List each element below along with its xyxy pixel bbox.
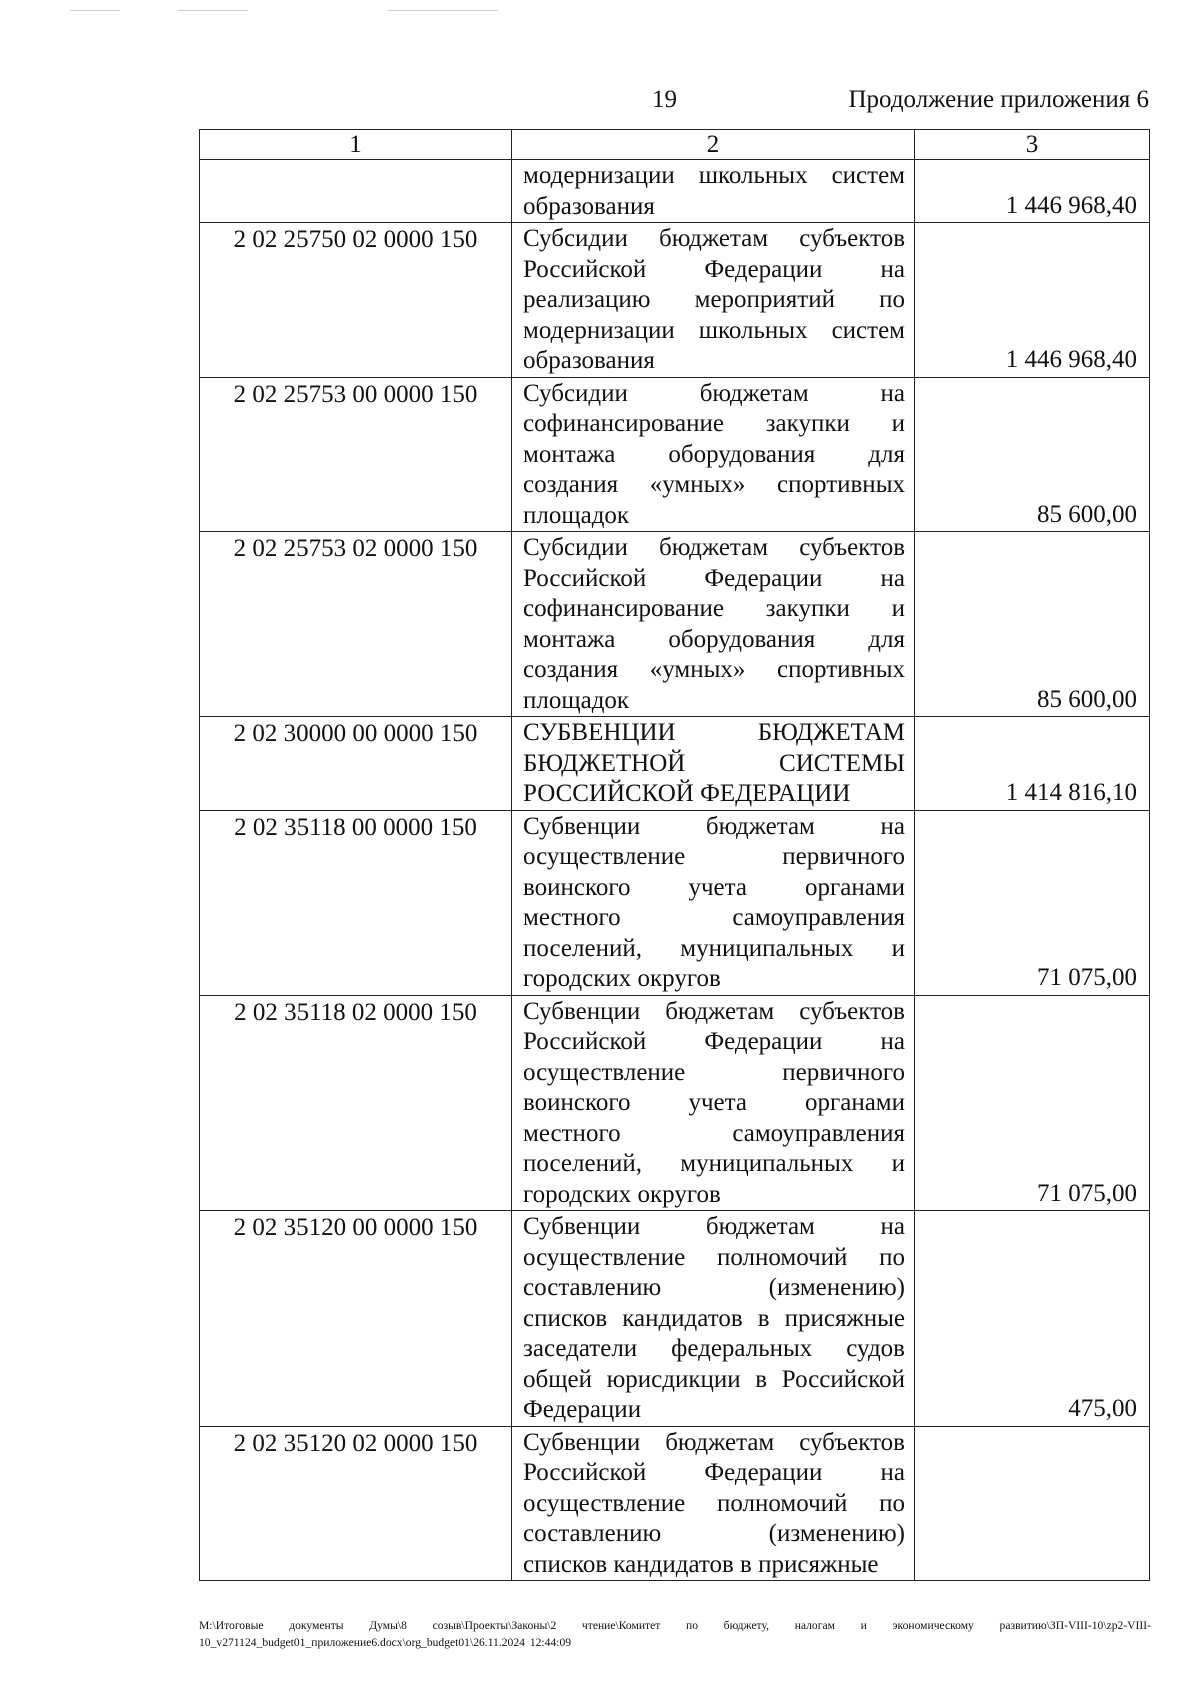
description-cell <box>512 1426 915 1581</box>
scan-artifact <box>178 10 248 11</box>
description-line: осуществление полномочий по <box>523 1489 905 1517</box>
description-line: создания «умных» спортивных <box>523 471 905 498</box>
description-line: Российской Федерации на <box>523 255 905 283</box>
description-line: образования <box>523 192 655 220</box>
amount-cell: 85 600,00 <box>915 532 1150 717</box>
table-row <box>200 223 1150 378</box>
description-line: Российской Федерации на <box>523 1028 905 1055</box>
description-line: поселений, муниципальных и <box>523 1150 905 1177</box>
page-number: 19 <box>652 86 677 113</box>
budget-code-cell: 2 02 35118 02 0000 150 <box>200 995 512 1211</box>
amount-cell: 85 600,00 <box>915 377 1150 532</box>
header-cell-description: 2 <box>512 130 915 160</box>
description-cell <box>512 717 915 811</box>
amount-cell: 71 075,00 <box>915 810 1150 995</box>
description-line: монтажа оборудования для <box>523 625 905 653</box>
description-cell <box>512 1211 915 1427</box>
table-row <box>200 160 1150 223</box>
description-line: Российской Федерации на <box>523 564 905 592</box>
description-line: осуществление полномочий по <box>523 1243 905 1271</box>
description-cell <box>512 532 915 717</box>
amount-cell: 1 446 968,40 <box>915 160 1150 223</box>
description-line: заседатели федеральных судов <box>523 1335 905 1362</box>
budget-code-cell: 2 02 35118 00 0000 150 <box>200 810 512 995</box>
amount-cell: 475,00 <box>915 1211 1150 1427</box>
budget-code-cell: 2 02 25753 00 0000 150 <box>200 377 512 532</box>
description-line: модернизации школьных систем <box>523 162 905 189</box>
table-row <box>200 995 1150 1211</box>
description-line: СУБВЕНЦИИ БЮДЖЕТАМ <box>523 719 905 746</box>
document-file-path-footer: M:\Итоговые документы Думы\8 созыв\Проекты\Законы\2 чтение\Комитет по бюджету, налогам и экономическому развитию\ЗП-VIII-10\zp2-VIII-10_v271124_budget01_приложение6.docx\org_budget01\26.11.2024 12:44:09 <box>199 1619 1151 1649</box>
description-line: площадок <box>523 686 630 714</box>
description-line: осуществление первичного <box>523 843 905 870</box>
description-line: создания «умных» спортивных <box>523 656 905 683</box>
description-cell <box>512 377 915 532</box>
description-line: списков кандидатов в присяжные <box>523 1304 905 1332</box>
table-row <box>200 532 1150 717</box>
description-line: Субвенции бюджетам на <box>523 1213 905 1240</box>
description-line: поселений, муниципальных и <box>523 934 905 962</box>
scan-artifact <box>388 10 498 11</box>
description-line: городских округов <box>523 965 721 992</box>
budget-code-cell: 2 02 35120 00 0000 150 <box>200 1211 512 1427</box>
amount-cell: 71 075,00 <box>915 995 1150 1211</box>
description-line: Федерации <box>523 1396 642 1423</box>
amount-cell: 1 414 816,10 <box>915 717 1150 811</box>
table-header-row <box>200 130 1150 160</box>
description-line: РОССИЙСКОЙ ФЕДЕРАЦИИ <box>523 780 851 807</box>
description-line: местного самоуправления <box>523 904 905 931</box>
description-line: реализацию мероприятий по <box>523 286 905 313</box>
description-line: софинансирование закупки и <box>523 595 905 622</box>
description-line: Субвенции бюджетам на <box>523 812 905 840</box>
description-line: Субсидии бюджетам субъектов <box>523 225 905 252</box>
description-line: местного самоуправления <box>523 1119 905 1147</box>
description-line: Субсидии бюджетам на <box>523 379 905 407</box>
table-row <box>200 810 1150 995</box>
description-line: воинского учета органами <box>523 873 905 901</box>
description-line: составлению (изменению) <box>523 1274 905 1301</box>
amount-cell: 1 446 968,40 <box>915 223 1150 378</box>
budget-code-cell: 2 02 35120 02 0000 150 <box>200 1426 512 1581</box>
budget-table <box>199 129 1150 1581</box>
description-line: Субвенции бюджетам субъектов <box>523 997 905 1025</box>
appendix-continuation-title: Продолжение приложения 6 <box>848 86 1149 113</box>
description-line: осуществление первичного <box>523 1058 905 1086</box>
description-cell <box>512 810 915 995</box>
description-line: городских округов <box>523 1180 721 1208</box>
description-line: софинансирование закупки и <box>523 410 905 437</box>
header-cell-code: 1 <box>200 130 512 160</box>
description-line: общей юрисдикции в Российской <box>523 1365 905 1393</box>
description-line: образования <box>523 347 655 374</box>
budget-code-cell <box>200 160 512 223</box>
table-row <box>200 1426 1150 1581</box>
budget-code-cell: 2 02 25753 02 0000 150 <box>200 532 512 717</box>
description-line: составлению (изменению) <box>523 1520 905 1547</box>
description-line: Субвенции бюджетам субъектов <box>523 1428 905 1456</box>
scan-artifact <box>70 10 120 11</box>
description-cell <box>512 160 915 223</box>
table-row <box>200 377 1150 532</box>
header-cell-amount: 3 <box>915 130 1150 160</box>
description-cell <box>512 995 915 1211</box>
description-line: модернизации школьных систем <box>523 316 905 344</box>
budget-code-cell: 2 02 25750 02 0000 150 <box>200 223 512 378</box>
description-line: БЮДЖЕТНОЙ СИСТЕМЫ <box>523 749 905 777</box>
description-line: монтажа оборудования для <box>523 440 905 468</box>
description-line: Субсидии бюджетам субъектов <box>523 534 905 561</box>
table-row <box>200 717 1150 811</box>
amount-cell <box>915 1426 1150 1581</box>
description-line: площадок <box>523 501 630 529</box>
description-cell <box>512 223 915 378</box>
description-line: Российской Федерации на <box>523 1459 905 1486</box>
budget-code-cell: 2 02 30000 00 0000 150 <box>200 717 512 811</box>
description-line: воинского учета органами <box>523 1089 905 1116</box>
table-row <box>200 1211 1150 1427</box>
description-line: списков кандидатов в присяжные <box>523 1550 879 1578</box>
